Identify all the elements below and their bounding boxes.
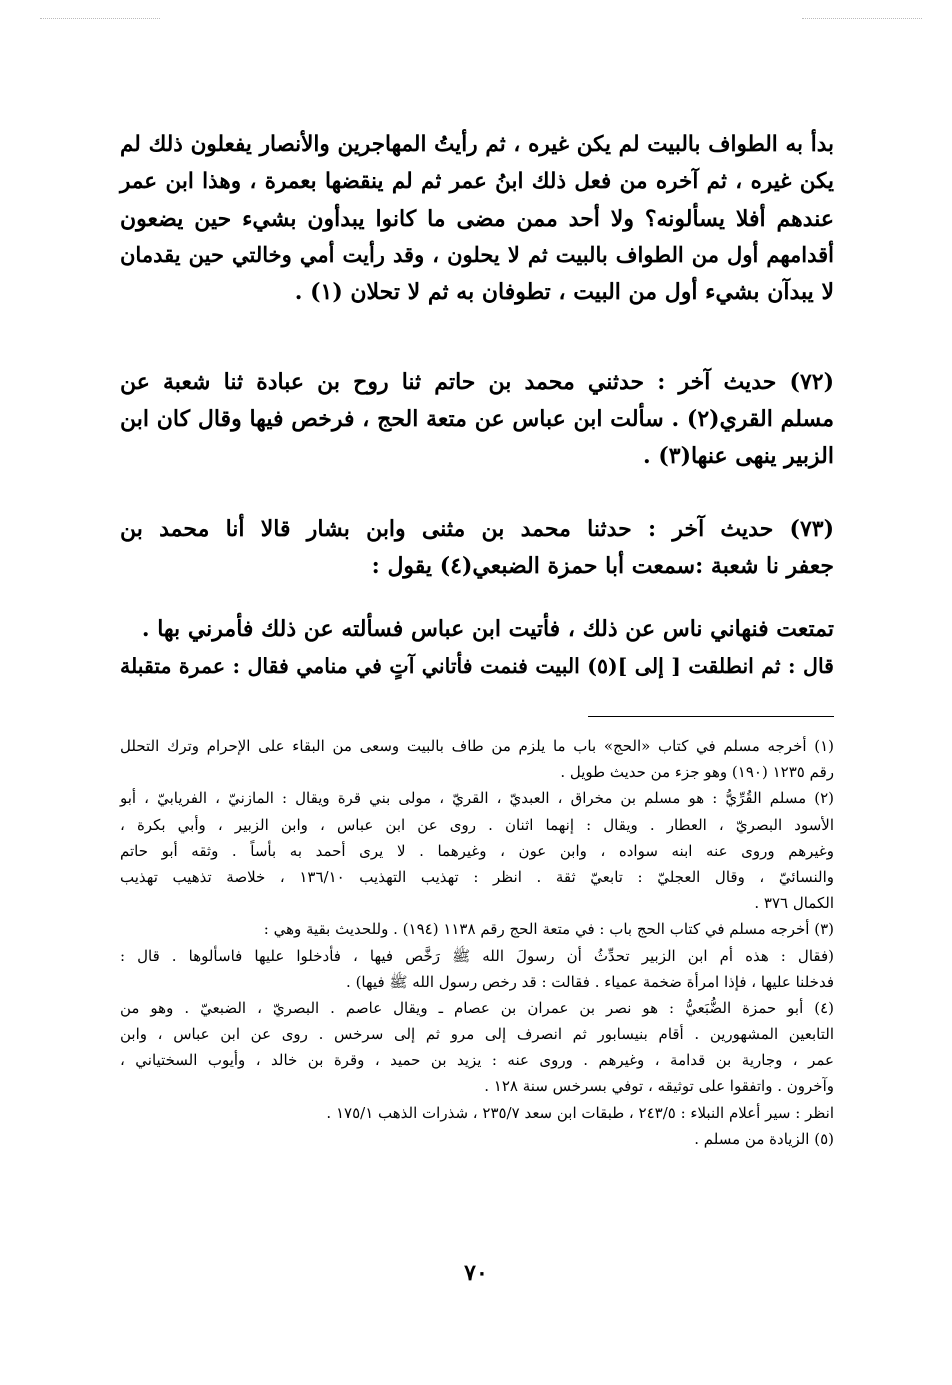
paragraph-narration <box>120 611 834 685</box>
hadith-text: حدثنا محمد بن مثنى وابن بشار قالا أنا محمد بن <box>120 516 632 542</box>
footnote-line: وغيرهم وروى عنه ابنه سواده ، وابن عون ، وغيرهما . لا يرى أحمد به بأساً . وثقه أبو حاتم <box>120 841 834 860</box>
footnote-line: الأسود البصريّ ، العطار . ويقال : إنهما اثنان . روى عن ابن عباس ، وابن الزبير ، وأبي بكرة ، <box>120 815 834 834</box>
hadith-73 <box>120 511 834 585</box>
footnote-line: (٤) أبو حمزة الضُّبَعيُّ : هو نصر بن عمران بن عصام ـ ويقال عاصم . البصريّ ، الضبعيّ . وهو من <box>120 998 834 1017</box>
footnote-line: التابعين المشهورين . أقام بنيسابور ثم انصرف إلى مرو ثم إلى سرخس . روى عن ابن عباس ، وابن <box>120 1025 834 1044</box>
footnote-1 <box>120 733 834 785</box>
text-line: مسلم القري(٢) . سألت ابن عباس عن متعة الحج ، فرخص فيها وقال كان ابن <box>120 405 834 432</box>
paragraph-continuation <box>120 127 834 311</box>
footnote-line: (٣) أخرجه مسلم في كتاب الحج باب : في متعة الحج رقم ١١٣٨ (١٩٤) . وللحديث بقية وهي : <box>263 920 834 939</box>
text-line: لا يبدآن بشيء أول من البيت ، تطوفان به ثم لا تحلان (١) . <box>294 279 834 306</box>
text-line <box>120 364 834 401</box>
footnote-2 <box>120 785 834 916</box>
footnote-3 <box>120 916 834 995</box>
footnote-line: (٥) الزيادة من مسلم . <box>694 1129 834 1148</box>
footnote-line: (٢) مسلم القُرِّيُّ : هو مسلم بن مخراق ، العبديّ ، القريّ ، مولى بني قرة ويقال : المازنيّ ، الفريابيّ ، أبو <box>120 789 834 808</box>
text-line: بدأ به الطواف بالبيت لم يكن غيره ، ثم رأيتُ المهاجرين والأنصار يفعلون ذلك لم <box>120 132 834 157</box>
footnote-line: فدخلنا عليها ، فإذا امرأة ضخمة عمياء . فقالت : قد رخص رسول الله ﷺ فيها) . <box>346 972 834 991</box>
scan-edge-mark <box>802 18 922 19</box>
text-line: أقدامهم أول من الطواف بالبيت ثم لا يحلون ، وقد رأيت أمي وخالتي حين يقدمان <box>120 242 834 268</box>
text-line: جعفر نا شعبة :سمعت أبا حمزة الضبعي(٤) يقول : <box>371 552 834 579</box>
text-line: يكن غيره ، ثم آخره من فعل ذلك ابنُ عمر ثم لم ينقضها بعمرة ، وهذا ابن عمر <box>120 168 834 194</box>
footnote-line: والنسائيّ ، وقال العجليّ : تابعيّ ثقة . انظر : تهذيب التهذيب ١٣٦/١٠ ، خلاصة تذهيب تهذيب <box>120 867 834 886</box>
hadith-text: حدثني محمد بن حاتم ثنا روح بن عبادة ثنا شعبة عن <box>120 369 645 395</box>
footnote-line: الكمال ٣٧٦ . <box>754 894 834 913</box>
hadith-72 <box>120 364 834 474</box>
footnote-line: رقم ١٢٣٥ (١٩٠) وهو جزء من حديث طويل . <box>560 763 834 782</box>
scan-edge-mark <box>40 18 160 19</box>
footnotes <box>120 733 834 1152</box>
footnote-4 <box>120 995 834 1126</box>
footnote-line: انظر : سير أعلام النبلاء : ٢٤٣/٥ ، طبقات ابن سعد ٢٣٥/٧ ، شذرات الذهب ١٧٥/١ . <box>326 1103 834 1122</box>
hadith-heading: (٧٣) حديث آخر : <box>647 516 834 542</box>
footnote-5 <box>120 1126 834 1152</box>
page-number: ٧٠ <box>464 1260 488 1286</box>
text-line: الزبير ينهى عنها(٣) . <box>643 442 834 469</box>
text-line: تمتعت فنهاني ناس عن ذلك ، فأتيت ابن عباس فسألته عن ذلك فأمرني بها . <box>141 616 834 642</box>
footnote-line: عمر ، وجارية بن قدامة ، وغيرهم . وروى عنه : يزيد بن حميد ، وقرة بن خالد ، وأيوب السختياني ، <box>120 1051 834 1070</box>
text-line: قال : ثم انطلقت [ إلى ](٥) البيت فنمت فأتاني آتٍ في منامي فقال : عمرة متقبلة <box>120 653 834 678</box>
hadith-heading: (٧٢) حديث آخر : <box>657 369 834 395</box>
footnote-line: (فقال : هذه أم ابن الزبير تحدِّثُ أن رسولَ الله ﷺ رَخَّص فيها ، فأدخلوا عليها فاسألوها . قال : <box>120 946 834 965</box>
text-line: عندهم أفلا يسألونه؟ ولا أحد ممن مضى ما كانوا يبدأون بشيء حين يضعون <box>120 205 834 232</box>
text-line <box>120 511 834 548</box>
footnote-line: وآخرون . واتفقوا على توثيقه ، توفي بسرخس سنة ١٢٨ . <box>484 1077 834 1096</box>
footnote-separator <box>588 716 834 717</box>
footnote-line: (١) أخرجه مسلم في كتاب «الحج» باب ما يلزم من طاف بالبيت وسعى من البقاء على الإحرام وترك التحلل <box>120 737 834 755</box>
